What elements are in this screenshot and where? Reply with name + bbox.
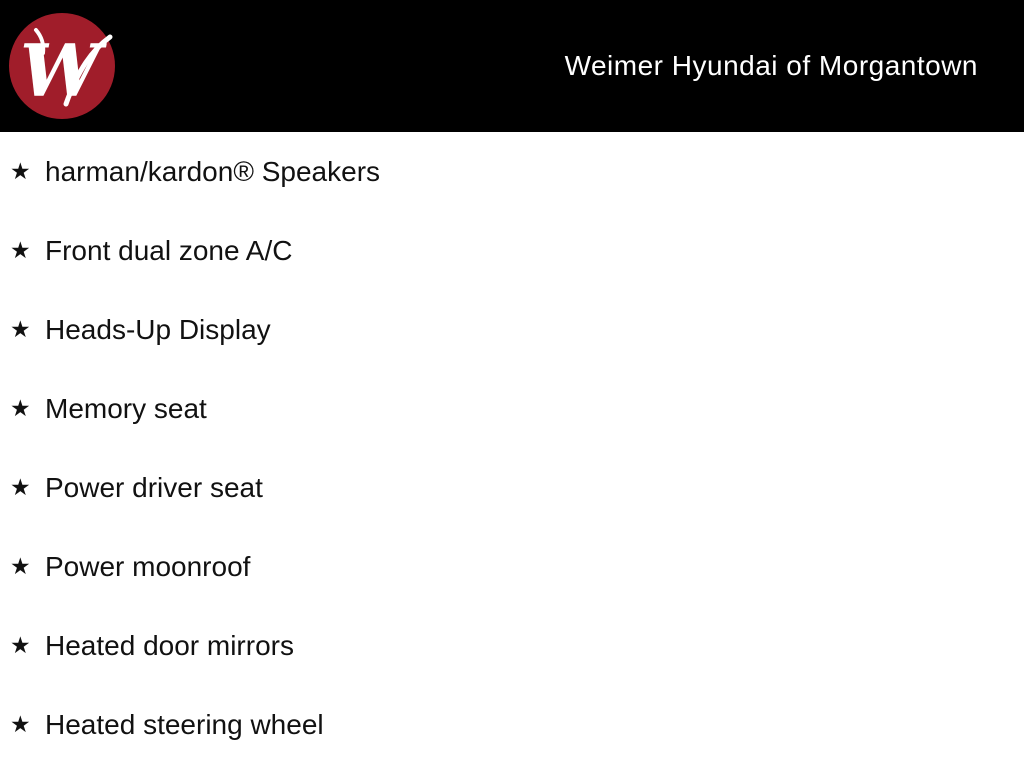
star-bullet-icon: ★	[10, 395, 31, 421]
header-bar	[0, 0, 1024, 132]
feature-item	[0, 606, 1024, 685]
feature-item	[0, 211, 1024, 290]
feature-item	[0, 527, 1024, 606]
page-title: Weimer Hyundai of Morgantown	[564, 50, 978, 81]
star-bullet-icon: ★	[10, 632, 31, 658]
feature-label: Power moonroof	[45, 550, 251, 582]
feature-label: Heated door mirrors	[45, 629, 294, 661]
logo-letter: W	[20, 28, 101, 113]
star-bullet-icon: ★	[10, 711, 31, 737]
feature-label: Front dual zone A/C	[45, 234, 293, 266]
feature-label: harman/kardon® Speakers	[45, 155, 381, 187]
dealer-logo	[8, 12, 116, 120]
feature-item	[0, 290, 1024, 369]
feature-label: Power driver seat	[45, 471, 263, 503]
star-bullet-icon: ★	[10, 316, 31, 342]
feature-item	[0, 685, 1024, 764]
feature-item	[0, 369, 1024, 448]
feature-item	[0, 132, 1024, 211]
feature-label: Memory seat	[45, 392, 207, 424]
star-bullet-icon: ★	[10, 237, 31, 263]
dealer-logo-graphic	[8, 12, 116, 120]
feature-item	[0, 448, 1024, 527]
star-bullet-icon: ★	[10, 474, 31, 500]
feature-label: Heated steering wheel	[45, 708, 324, 740]
features-list	[0, 132, 1024, 764]
star-bullet-icon: ★	[10, 158, 31, 184]
star-bullet-icon: ★	[10, 553, 31, 579]
feature-label: Heads-Up Display	[45, 313, 271, 345]
